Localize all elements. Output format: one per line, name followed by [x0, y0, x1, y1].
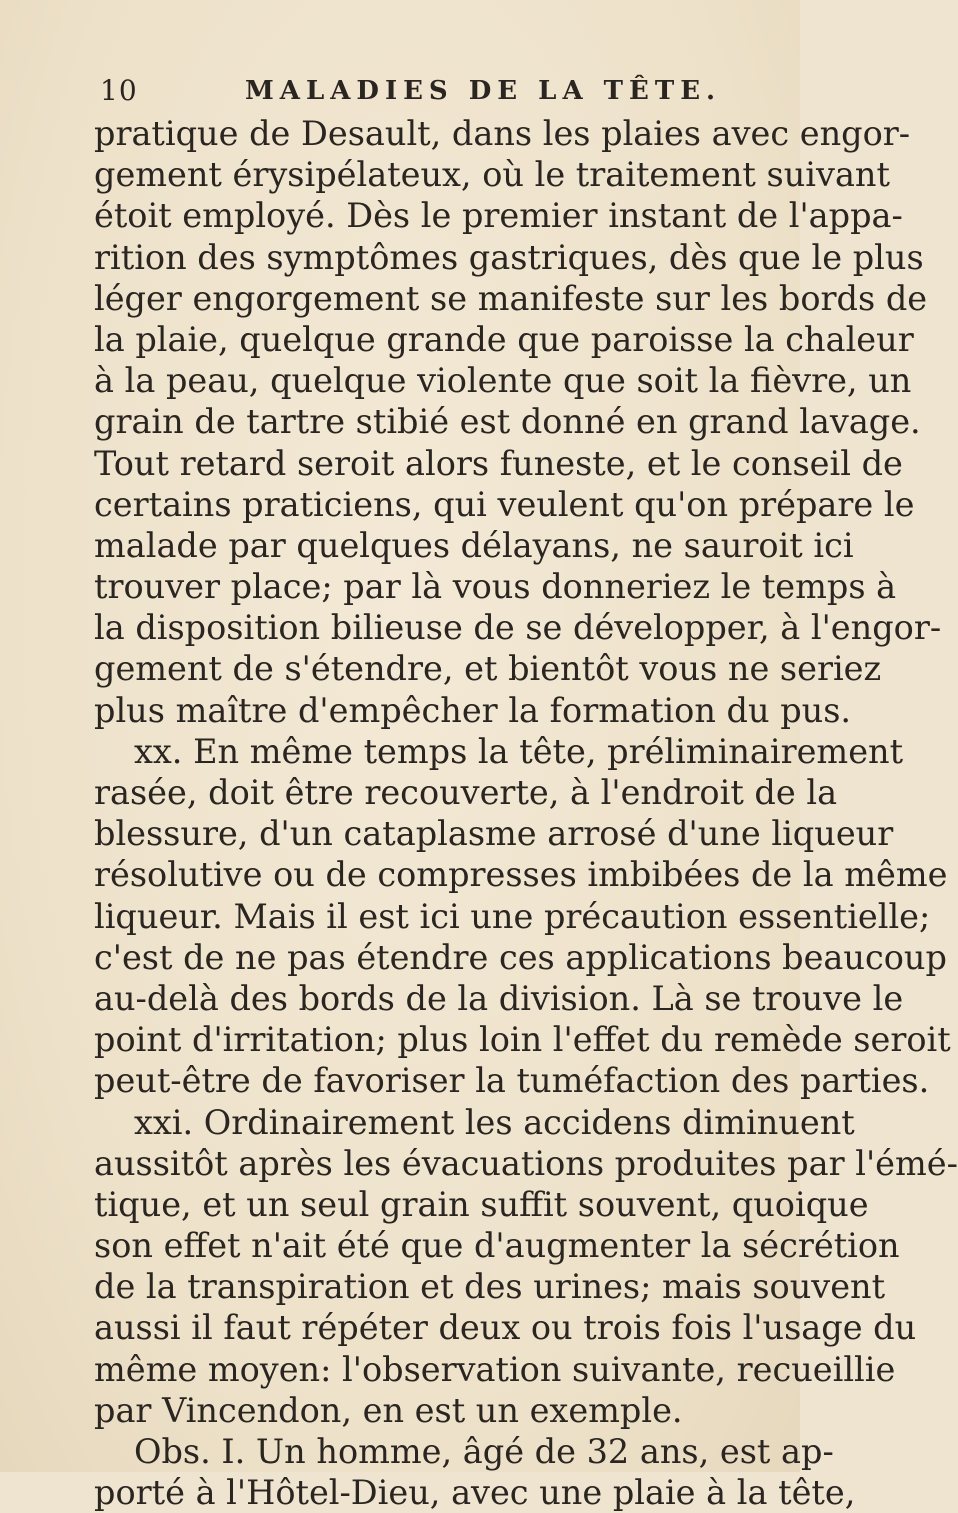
text-line: aussi il faut répéter deux ou trois fois l'usage du — [94, 1308, 917, 1348]
running-title: MALADIES DE LA TÊTE. — [245, 76, 722, 106]
text-line: la plaie, quelque grande que paroisse la chaleur — [94, 319, 914, 359]
text-line: certains praticiens, qui veulent qu'on prépare le — [94, 484, 915, 524]
page-number: 10 — [100, 74, 138, 107]
text-line: gement érysipélateux, où le traitement suivant — [94, 155, 890, 195]
text-line: Tout retard seroit alors funeste, et le conseil de — [94, 443, 903, 483]
text-line: son effet n'ait été que d'augmenter la sécrétion — [94, 1226, 900, 1266]
text-line: plus maître d'empêcher la formation du pus. — [94, 690, 852, 730]
observation-start: Obs. I. Un homme, âgé de 32 ans, est ap- — [134, 1432, 834, 1471]
text-line: gement de s'étendre, et bientôt vous ne seriez — [94, 649, 882, 689]
text-line: rasée, doit être recouverte, à l'endroit de la — [94, 773, 838, 812]
text-line: de la transpiration et des urines; mais souvent — [94, 1267, 886, 1307]
text-line: liqueur. Mais il est ici une précaution essentielle; — [94, 896, 931, 936]
text-line: aussitôt après les évacuations produites par l'émé- — [94, 1143, 958, 1183]
text-line: tique, et un seul grain suffit souvent, quoique — [94, 1184, 869, 1224]
text-line: par Vincendon, en est un exemple. — [94, 1390, 683, 1430]
text-line: même moyen: l'observation suivante, recueillie — [94, 1349, 896, 1389]
text-line: léger engorgement se manifeste sur les bords de — [94, 278, 928, 318]
text-line: trouver place; par là vous donneriez le temps à — [94, 567, 897, 607]
section-xxi-start: xxi. Ordinairement les accidens diminuent — [134, 1102, 855, 1142]
section-xx-start: xx. En même temps la tête, préliminairement — [134, 731, 904, 771]
text-line: à la peau, quelque violente que soit la fièvre, un — [94, 361, 912, 401]
text-line: malade par quelques délayans, ne sauroit ici — [94, 525, 854, 565]
text-line: étoit employé. Dès le premier instant de l'appa- — [94, 196, 903, 236]
text-line: rition des symptômes gastriques, dès que le plus — [94, 237, 924, 277]
text-line: point d'irritation; plus loin l'effet du remède seroit — [94, 1020, 951, 1060]
page-header — [100, 74, 740, 114]
text-line: la disposition bilieuse de se développer, à l'engor- — [94, 608, 942, 648]
text-line: pratique de Desault, dans les plaies avec engor- — [94, 114, 911, 153]
text-line: au-delà des bords de la division. Là se trouve le — [94, 978, 904, 1018]
text-line: peut-être de favoriser la tuméfaction des parties. — [94, 1061, 930, 1101]
text-line: grain de tartre stibié est donné en grand lavage. — [94, 402, 921, 442]
text-line: blessure, d'un cataplasme arrosé d'une liqueur — [94, 814, 894, 854]
text-line: résolutive ou de compresses imbibées de la même — [94, 855, 948, 895]
body-text — [94, 113, 958, 1513]
text-line: c'est de ne pas étendre ces applications beaucoup — [94, 937, 947, 977]
text-line: porté à l'Hôtel-Dieu, avec une plaie à la tête, — [94, 1473, 856, 1513]
